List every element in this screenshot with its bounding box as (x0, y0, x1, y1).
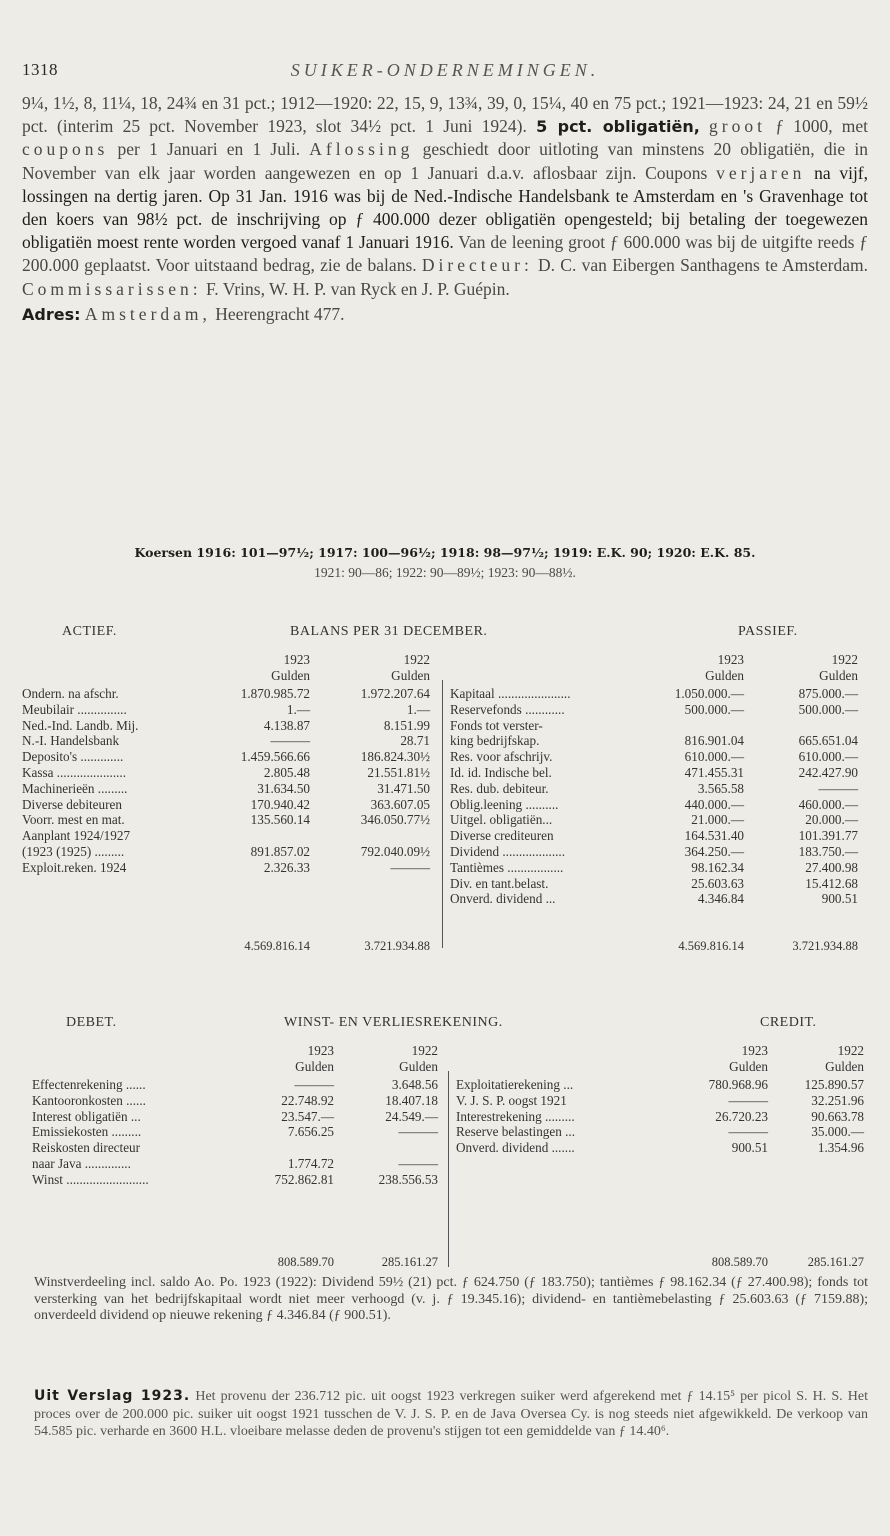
actief-total-1923: 4.569.816.14 (244, 939, 310, 953)
credit-total-1922: 285.161.27 (807, 1255, 864, 1269)
row-label: Meubilair ............... (22, 701, 127, 717)
table-row (450, 797, 860, 813)
table-row (450, 860, 860, 876)
table-row (22, 749, 434, 765)
row-value-1923: 31.634.50 (257, 780, 310, 796)
row-value-1922: 242.427.90 (798, 764, 858, 780)
text-directeur: D. C. van Eibergen Santhagens te Amsterdam. (538, 255, 869, 276)
row-value-1923: 752.862.81 (274, 1171, 334, 1187)
profit-distribution: Winstverdeeling incl. saldo Ao. Po. 1923 (1922): Dividend 59½ (21) pct. ƒ 624.750 (ƒ 183.750); tantièmes ƒ 98.162.34 (ƒ 27.400.98); fonds tot versterking van het bedrijfskapitaal wordt niet meer verhoogd (v. j. ƒ 19.345.16); dividend- en tantièmebelasting ƒ 25.603.63 (ƒ 7159.88); onverdeeld dividend op nieuwe rekening ƒ 4.346.84 (ƒ 900.51). (34, 1275, 868, 1323)
passief-col-1922: 1922 Gulden (819, 652, 858, 683)
pl-left-title: DEBET. (66, 1015, 117, 1030)
company-description (22, 92, 868, 326)
row-label: Kantooronkosten ...... (32, 1092, 146, 1108)
row-value-1922: 186.824.30½ (360, 749, 430, 765)
actief-col-1923: 1923 Gulden (271, 652, 310, 683)
address-city: Amsterdam, (84, 303, 211, 324)
actief-list (22, 686, 434, 876)
row-value-1922: ——— (818, 780, 858, 796)
passief-list (450, 686, 860, 907)
row-value-1922: 1.972.207.64 (360, 686, 430, 701)
row-value-1923: 25.603.63 (691, 875, 744, 891)
report-label: Uit Verslag 1923. (34, 1388, 191, 1404)
profit-loss-account (22, 1015, 868, 1273)
text-coupon-dates: per 1 Januari en 1 Juli. (117, 139, 301, 160)
row-label: Diverse debiteuren (22, 796, 122, 812)
row-label: Res. dub. debiteur. (450, 780, 549, 796)
table-row (456, 1093, 866, 1109)
row-value-1922: 8.151.99 (383, 717, 430, 733)
row-value-1923: 780.968.96 (708, 1077, 768, 1092)
row-label: Id. id. Indische bel. (450, 764, 552, 780)
dividend-history: 9¼, 1½, 8, 11¼, 18, 24¾ en 31 pct.; 1912—1920: 22, 15, 9, 13¾, 39, 0, 15¼, 40 en 75 pct.; 1921—1923: 24, 21 en 59½ pct. (interim 25 pct. November 1923, slot 34½ pct. 1 Juni 1924). (22, 93, 868, 137)
row-value-1923: 1.774.72 (287, 1155, 334, 1171)
row-value-1922: 27.400.98 (805, 859, 858, 875)
row-label: Ned.-Ind. Landb. Mij. (22, 717, 139, 733)
row-label: Onverd. dividend ....... (456, 1140, 575, 1156)
row-value-1923: 816.901.04 (684, 733, 744, 749)
table-row (22, 765, 434, 781)
actief-col-1922: 1922 Gulden (391, 652, 430, 683)
table-row (450, 812, 860, 828)
row-label: V. J. S. P. oogst 1921 (456, 1092, 567, 1108)
row-label: Div. en tant.belast. (450, 875, 549, 891)
row-value-1922: 90.663.78 (811, 1108, 864, 1124)
table-row (32, 1077, 440, 1093)
address-label: Adres: (22, 304, 81, 324)
row-value-1922: 346.050.77½ (360, 812, 430, 828)
row-label: Exploitatierekening ... (456, 1077, 574, 1092)
table-row (22, 702, 434, 718)
table-row (450, 686, 860, 702)
row-label: king bedrijfskap. (450, 733, 540, 749)
address-street: Heerengracht 477. (215, 303, 345, 324)
row-label: N.-I. Handelsbank (22, 733, 120, 749)
table-row (450, 733, 860, 749)
row-label: Fonds tot verster- (450, 717, 543, 733)
balance-sheet (22, 624, 868, 952)
passief-total-1923: 4.569.816.14 (678, 939, 744, 953)
row-label: Reserve belastingen ... (456, 1124, 576, 1140)
text-subscription: na vijf, lossingen na dertig jaren. Op 31 Jan. 1916 was bij de Ned.-Indische Handelsbank te Amsterdam en 's Gravenhage tot den koers van 98½ pct. de inschrijving op ƒ 400.000 dezer obligatiën opengesteld; bij betaling der toegewezen obligatiën moest rente worden vergoed vanaf 1 Januari 1916. (22, 162, 869, 253)
row-value-1923: 98.162.34 (691, 859, 744, 875)
table-row (450, 844, 860, 860)
text-redemption: geschiedt door uitloting van minstens 20 obligatiën, die in November van elk jaar worden aangewezen en op 1 Januari d.a.v. aflosbaar zijn. Coupons (22, 139, 868, 183)
row-value-1922: 21.551.81½ (367, 764, 430, 780)
row-label: Reservefonds ............ (450, 701, 565, 717)
text-loan: Van de leening groot ƒ 600.000 was bij de uitgifte reeds ƒ 200.000 geplaatst. Voor uitstaand bedrag, zie de balans. (22, 232, 869, 276)
table-row (450, 718, 860, 734)
passief-total-1922: 3.721.934.88 (792, 939, 858, 953)
row-value-1922: 20.000.— (805, 812, 858, 828)
table-row (450, 765, 860, 781)
pl-right-title: CREDIT. (760, 1015, 817, 1030)
pl-divider (448, 1071, 449, 1267)
table-row (22, 860, 434, 876)
row-value-1923: 4.138.87 (263, 717, 310, 733)
row-value-1922: 792.040.09½ (360, 843, 430, 859)
row-label: Winst ......................... (32, 1171, 149, 1187)
table-row (22, 733, 434, 749)
row-value-1923: 26.720.23 (715, 1108, 768, 1124)
credit-col-1922: 1922 Gulden (825, 1043, 864, 1074)
table-row (450, 781, 860, 797)
row-value-1923: 1.459.566.66 (240, 749, 310, 765)
table-row (450, 891, 860, 907)
row-value-1923: 1.870.985.72 (240, 686, 310, 701)
share-prices (22, 543, 868, 583)
table-row (450, 876, 860, 892)
row-value-1922: 665.651.04 (798, 733, 858, 749)
row-value-1923: 610.000.— (684, 749, 744, 765)
row-value-1923: 21.000.— (691, 812, 744, 828)
row-value-1923: ——— (294, 1077, 334, 1092)
row-value-1923: 2.805.48 (263, 764, 310, 780)
row-label: Machinerieën ......... (22, 780, 128, 796)
row-label: Effectenrekening ...... (32, 1077, 146, 1092)
row-label: Deposito's ............. (22, 749, 124, 765)
row-value-1922: 460.000.— (798, 796, 858, 812)
row-value-1922: 15.412.68 (805, 875, 858, 891)
balance-right-title: PASSIEF. (738, 624, 798, 639)
text-directeur-label: Directeur: (421, 255, 533, 276)
table-row (22, 781, 434, 797)
row-label: naar Java .............. (32, 1155, 131, 1171)
debet-col-1923: 1923 Gulden (295, 1043, 334, 1074)
row-value-1923: ——— (270, 733, 310, 749)
share-prices-line-1: Koersen 1916: 101—97½; 1917: 100—96½; 1918: 98—97½; 1919: E.K. 90; 1920: E.K. 85. (134, 545, 756, 560)
row-value-1922: 32.251.96 (811, 1092, 864, 1108)
row-value-1923: 22.748.92 (281, 1092, 334, 1108)
row-value-1923: 2.326.33 (263, 859, 310, 875)
report-text: Het provenu der 236.712 pic. uit oogst 1923 verkregen suiker werd afgerekend met ƒ 14.15⁵ per picol S. H. S. Het proces over de 200.000 pic. suiker uit oogst 1921 tusschen de V. J. S. P. en de Java Oversea Cy. is nog steeds niet afgewikkeld. De verkoop van 54.585 pic. verharde en 3600 H.L. vloeibare melasse deden de provenu's stijgen tot een gemiddelde van ƒ 14.40⁶. (34, 1389, 869, 1439)
credit-list (456, 1077, 866, 1156)
row-label: Kapitaal ...................... (450, 686, 571, 701)
table-row (22, 844, 434, 860)
passief-col-1923: 1923 Gulden (705, 652, 744, 683)
row-value-1922: 500.000.— (798, 701, 858, 717)
row-value-1922: 101.391.77 (798, 828, 858, 844)
text-verjaren: verjaren (716, 162, 806, 183)
table-row (22, 812, 434, 828)
balance-center-title: BALANS PER 31 DECEMBER. (290, 624, 488, 639)
row-label: Uitgel. obligatiën... (450, 812, 553, 828)
table-row (22, 797, 434, 813)
row-value-1923: 471.455.31 (684, 764, 744, 780)
row-value-1923: ——— (728, 1092, 768, 1108)
row-label: Kassa ..................... (22, 764, 127, 780)
row-value-1923: 135.560.14 (250, 812, 310, 828)
row-value-1922: 238.556.53 (378, 1171, 438, 1187)
table-row (32, 1093, 440, 1109)
text-commissarissen-label: Commissarissen: (22, 278, 202, 299)
row-value-1922: 900.51 (821, 891, 858, 907)
row-value-1923: 164.531.40 (684, 828, 744, 844)
table-row (32, 1140, 440, 1156)
row-label: Res. voor afschrijv. (450, 749, 553, 765)
table-row (22, 828, 434, 844)
row-label: Interest obligatiën ... (32, 1108, 141, 1124)
debet-list (32, 1077, 440, 1188)
row-value-1923: 900.51 (731, 1140, 768, 1156)
annual-report-excerpt (34, 1388, 868, 1441)
row-label: Onverd. dividend ... (450, 891, 556, 907)
table-row (450, 828, 860, 844)
debet-total-1923: 808.589.70 (277, 1255, 334, 1269)
row-value-1922: 610.000.— (798, 749, 858, 765)
row-label: Emissiekosten ......... (32, 1124, 142, 1140)
row-value-1922: 125.890.57 (804, 1077, 864, 1092)
page-header (22, 60, 868, 84)
row-value-1923: 1.050.000.— (674, 686, 744, 701)
row-value-1923: 1.— (286, 701, 310, 717)
row-label: Dividend ................... (450, 843, 566, 859)
row-value-1923: 891.857.02 (250, 843, 310, 859)
table-row (32, 1156, 440, 1172)
text-aflossing: Aflossing (309, 139, 414, 160)
row-value-1923: 23.547.— (281, 1108, 334, 1124)
row-value-1922: 1.354.96 (817, 1140, 864, 1156)
row-label: (1923 (1925) ......... (22, 843, 125, 859)
text-commissarissen: F. Vrins, W. H. P. van Ryck en J. P. Guépin. (205, 278, 510, 299)
row-value-1923: 170.940.42 (250, 796, 310, 812)
table-row (456, 1140, 866, 1156)
text-coupons: coupons (22, 139, 109, 160)
row-value-1922: ——— (398, 1155, 438, 1171)
row-label: Interestrekening ......... (456, 1108, 575, 1124)
row-value-1923: 440.000.— (684, 796, 744, 812)
row-value-1923: 364.250.— (684, 843, 744, 859)
credit-col-1923: 1923 Gulden (729, 1043, 768, 1074)
row-value-1923: 500.000.— (684, 701, 744, 717)
table-row (32, 1172, 440, 1188)
row-value-1923: 3.565.58 (697, 780, 744, 796)
row-label: Ondern. na afschr. (22, 686, 119, 701)
share-prices-line-2: 1921: 90—86; 1922: 90—89½; 1923: 90—88½. (314, 565, 576, 580)
debet-col-1922: 1922 Gulden (399, 1043, 438, 1074)
table-row (456, 1109, 866, 1125)
row-value-1922: ——— (398, 1124, 438, 1140)
text-groot: groot (709, 116, 766, 137)
row-value-1922: 28.71 (400, 733, 430, 749)
table-row (32, 1109, 440, 1125)
row-value-1922: 31.471.50 (377, 780, 430, 796)
row-value-1922: ——— (390, 859, 430, 875)
table-row (22, 686, 434, 702)
row-value-1923: 7.656.25 (287, 1124, 334, 1140)
row-label: Tantièmes ................. (450, 859, 564, 875)
row-value-1922: 1.— (406, 701, 430, 717)
row-label: Diverse crediteuren (450, 828, 554, 844)
row-value-1922: 24.549.— (385, 1108, 438, 1124)
text-bond-size: ƒ 1000, met (775, 116, 869, 137)
row-value-1922: 875.000.— (798, 686, 858, 701)
row-value-1922: 183.750.— (798, 843, 858, 859)
debet-total-1922: 285.161.27 (381, 1255, 438, 1269)
credit-total-1923: 808.589.70 (711, 1255, 768, 1269)
row-label: Voorr. mest en mat. (22, 812, 125, 828)
row-value-1923: ——— (728, 1124, 768, 1140)
row-label: Reiskosten directeur (32, 1140, 141, 1156)
page-number: 1318 (22, 60, 58, 79)
bond-heading: 5 pct. obligatiën, (536, 117, 700, 137)
actief-total-1922: 3.721.934.88 (364, 939, 430, 953)
row-label: Aanplant 1924/1927 (22, 828, 131, 844)
pl-center-title: WINST- EN VERLIESREKENING. (284, 1015, 503, 1030)
table-row (456, 1124, 866, 1140)
balance-left-title: ACTIEF. (62, 624, 117, 639)
row-value-1922: 18.407.18 (385, 1092, 438, 1108)
table-row (32, 1124, 440, 1140)
table-row (456, 1077, 866, 1093)
table-row (450, 702, 860, 718)
running-title: SUIKER-ONDERNEMINGEN. (290, 60, 600, 80)
table-row (22, 718, 434, 734)
row-value-1922: 3.648.56 (391, 1077, 438, 1092)
table-row (450, 749, 860, 765)
row-label: Oblig.leening .......... (450, 796, 559, 812)
row-label: Exploit.reken. 1924 (22, 859, 127, 875)
row-value-1923: 4.346.84 (697, 891, 744, 907)
row-value-1922: 35.000.— (811, 1124, 864, 1140)
balance-divider (442, 680, 443, 948)
row-value-1922: 363.607.05 (370, 796, 430, 812)
